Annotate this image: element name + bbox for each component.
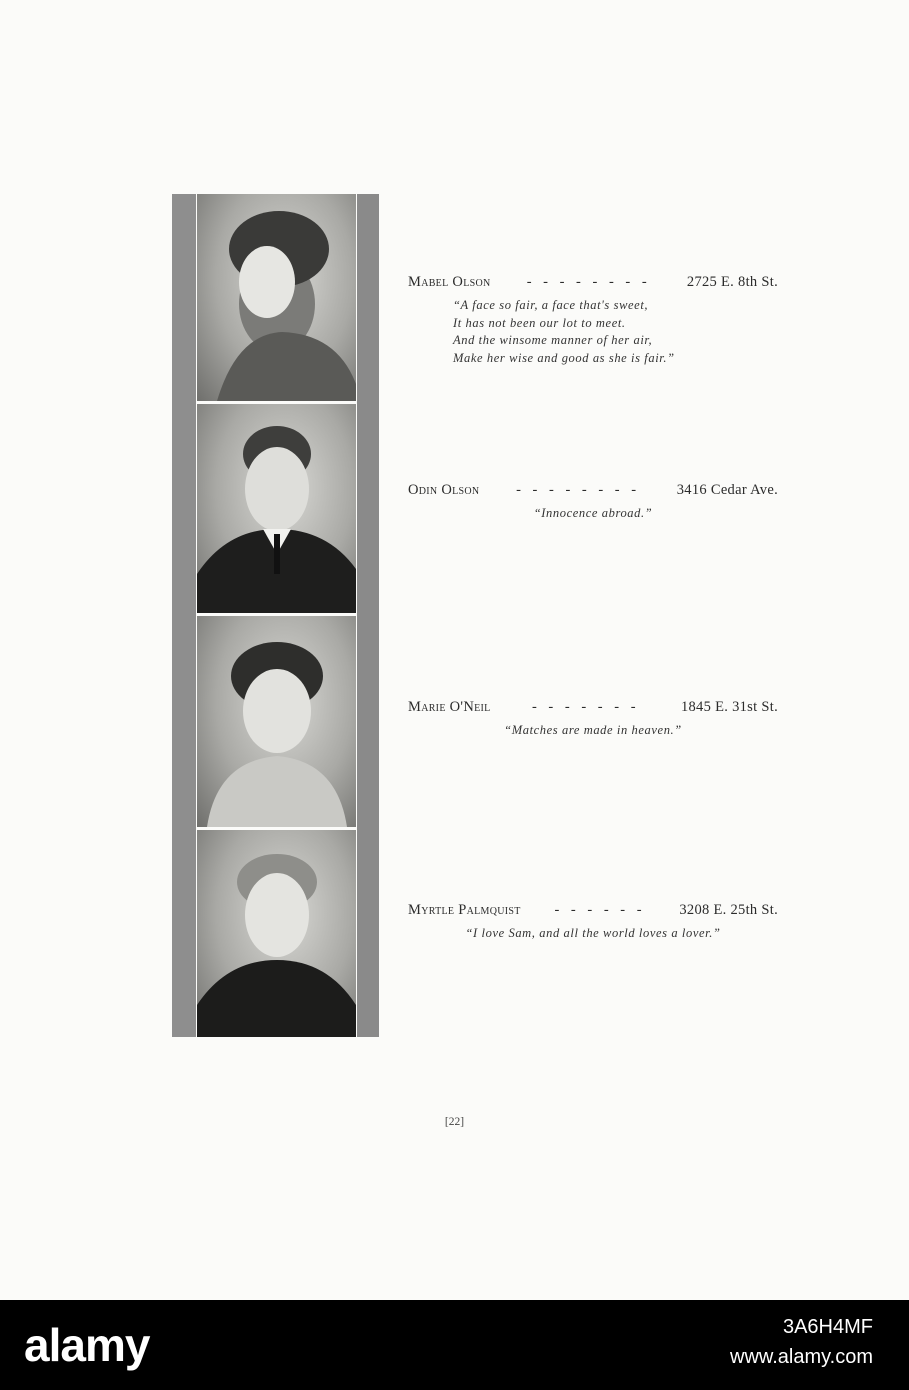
quote-line: And the winsome manner of her air, [453, 333, 653, 347]
student-quote [408, 925, 778, 943]
student-name: Marie O'Neil [408, 699, 491, 715]
image-id: 3A6H4MF [782, 1316, 873, 1338]
student-address: 3208 E. 25th St. [679, 902, 778, 918]
quote-line: “Matches are made in heaven.” [504, 723, 682, 737]
watermark-info [730, 1312, 873, 1372]
student-address: 3416 Cedar Ave. [676, 482, 778, 498]
student-entry-mabel-olson [408, 273, 778, 367]
site-url: www.alamy.com [730, 1346, 873, 1368]
quote-line: It has not been our lot to meet. [453, 315, 626, 330]
entry-heading [408, 698, 778, 716]
dash-leader: - - - - - - - - [526, 274, 651, 290]
entry-heading [408, 901, 778, 919]
portrait-photo-odin-olson [197, 404, 356, 613]
student-address: 2725 E. 8th St. [686, 274, 778, 290]
dash-leader: - - - - - - [554, 902, 646, 918]
entry-heading [408, 481, 778, 499]
student-entry-myrtle-palmquist [408, 901, 778, 943]
photo-strip-left-border [172, 194, 196, 1037]
quote-line: “Innocence abroad.” [533, 506, 653, 520]
entry-heading [408, 273, 778, 291]
student-entry-marie-oneil [408, 698, 778, 740]
quote-line: “A face so fair, a face that's sweet, [453, 298, 649, 312]
portrait-photo-myrtle-palmquist [197, 830, 356, 1037]
portrait-photo-marie-oneil [197, 616, 356, 827]
photo-strip-right-border [357, 194, 379, 1037]
student-name: Mabel Olson [408, 274, 491, 290]
quote-line: Make her wise and good as she is fair.” [453, 350, 675, 365]
student-entry-odin-olson [408, 481, 778, 523]
dash-leader: - - - - - - - - [516, 482, 641, 498]
student-name: Odin Olson [408, 482, 480, 498]
student-address: 1845 E. 31st St. [680, 699, 778, 715]
student-quote [408, 505, 778, 523]
quote-line: “I love Sam, and all the world loves a lover.” [465, 926, 721, 940]
student-quote [408, 722, 778, 740]
page-number: [22] [444, 1116, 465, 1128]
alamy-logo: alamy [24, 1319, 150, 1371]
student-name: Myrtle Palmquist [408, 902, 521, 918]
student-quote [408, 297, 778, 367]
portrait-photo-mabel-olson [197, 194, 356, 401]
dash-leader: - - - - - - - [531, 699, 640, 715]
